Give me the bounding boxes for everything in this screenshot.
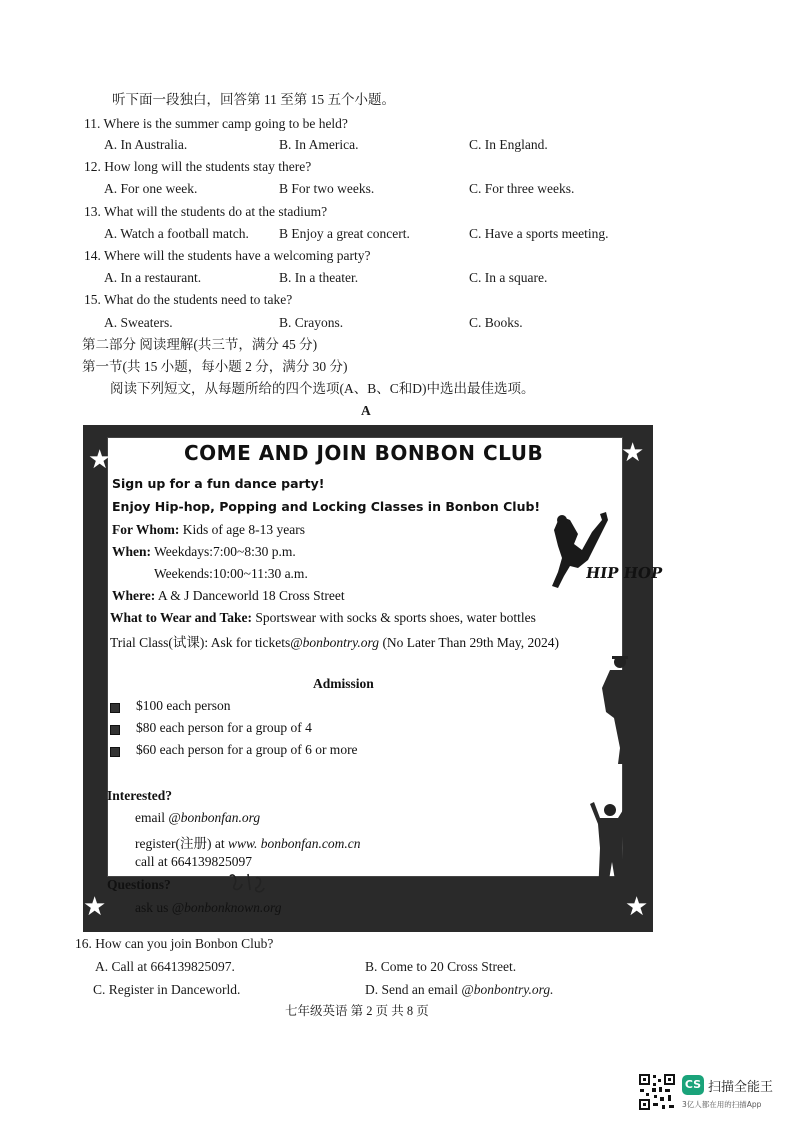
wear-label: What to Wear and Take: (110, 610, 253, 625)
ad-title: COME AND JOIN BONBON CLUB (184, 441, 544, 465)
option-15c: C. Books. (469, 315, 523, 330)
option-15b: B. Crayons. (279, 315, 344, 330)
option-16a: A. Call at 664139825097. (95, 959, 235, 974)
option-16c: C. Register in Danceworld. (93, 982, 241, 997)
email-address: @bonbonfan.org (168, 810, 261, 825)
question-13: 13. What will the students do at the stadium? (84, 204, 328, 219)
ad-when (112, 544, 296, 560)
question-14: 14. Where will the students have a welcoming party? (84, 248, 371, 263)
contact-email (135, 810, 260, 826)
register-url: www. bonbonfan.com.cn (227, 836, 361, 851)
bullet-icon (110, 703, 120, 713)
trial-prefix: Trial Class(试课): Ask for tickets (110, 635, 291, 650)
ad-tagline: Sign up for a fun dance party! (112, 476, 325, 491)
reading-instruction: 阅读下列短文，从每题所给的四个选项(A、B、C和D)中选出最佳选项。 (110, 381, 535, 396)
option-16d-email: @bonbontry.org. (461, 982, 554, 997)
question-16: 16. How can you join Bonbon Club? (75, 936, 274, 951)
option-16d (365, 982, 554, 998)
option-11b: B. In America. (279, 137, 359, 152)
admission-price-3: $60 each person for a group of 6 or more (136, 742, 358, 757)
trial-suffix: (No Later Than 29th May, 2024) (379, 635, 560, 650)
hiphop-logo-text: HIP HOP (584, 564, 664, 582)
wear-value: Sportswear with socks & sports shoes, water bottles (252, 610, 536, 625)
section1-heading: 第一节(共 15 小题，每小题 2 分，满分 30 分) (82, 359, 348, 374)
handwritten-scribble (226, 870, 270, 896)
ad-wear (110, 610, 536, 626)
ask-contact (135, 900, 282, 916)
when-label: When: (112, 544, 152, 559)
dancer-silhouette-icon (596, 652, 642, 766)
admission-price-1: $100 each person (136, 698, 231, 713)
trial-email: @bonbontry.org (290, 635, 380, 650)
when-weekdays: Weekdays:7:00~8:30 p.m. (151, 544, 296, 559)
questions-heading: Questions? (107, 877, 171, 892)
question-11: 11. Where is the summer camp going to be held? (84, 116, 348, 131)
passage-label: A (361, 403, 371, 418)
for-whom-label: For Whom: (112, 522, 180, 537)
for-whom-value: Kids of age 8-13 years (179, 522, 305, 537)
listening-intro: 听下面一段独白，回答第 11 至第 15 五个小题。 (112, 92, 395, 107)
option-12b: B For two weeks. (279, 181, 375, 196)
watermark-app-name: 扫描全能王 (708, 1080, 774, 1095)
register-prefix: register(注册) at (135, 836, 228, 851)
admission-title: Admission (313, 676, 374, 691)
star-icon: ★ (83, 892, 107, 922)
option-13a: A. Watch a football match. (104, 226, 249, 241)
part2-heading: 第二部分 阅读理解(共三节，满分 45 分) (82, 337, 318, 352)
star-icon: ★ (88, 445, 112, 475)
contact-phone: call at 664139825097 (135, 854, 252, 869)
option-11a: A. In Australia. (104, 137, 188, 152)
ask-prefix: ask us (135, 900, 172, 915)
option-16b: B. Come to 20 Cross Street. (365, 959, 517, 974)
dancer-silhouette-icon (588, 800, 634, 900)
where-label: Where: (112, 588, 156, 603)
option-12a: A. For one week. (104, 181, 198, 196)
ask-email: @bonbonknown.org (171, 900, 282, 915)
interested-heading: Interested? (107, 788, 172, 803)
watermark-tagline: 3亿人都在用的扫描App (682, 1100, 762, 1109)
contact-register (135, 832, 360, 852)
option-14b: B. In a theater. (279, 270, 359, 285)
page-footer: 七年级英语 第 2 页 共 8 页 (285, 1004, 429, 1018)
question-15: 15. What do the students need to take? (84, 292, 293, 307)
option-12c: C. For three weeks. (469, 181, 575, 196)
option-13c: C. Have a sports meeting. (469, 226, 609, 241)
option-14a: A. In a restaurant. (104, 270, 202, 285)
qr-code-icon (638, 1073, 676, 1111)
option-11c: C. In England. (469, 137, 548, 152)
ad-trial-class (110, 631, 559, 651)
option-14c: C. In a square. (469, 270, 548, 285)
question-12: 12. How long will the students stay there? (84, 159, 312, 174)
admission-price-2: $80 each person for a group of 4 (136, 720, 312, 735)
option-16d-prefix: D. Send an email (365, 982, 462, 997)
star-icon: ★ (621, 438, 645, 468)
option-15a: A. Sweaters. (104, 315, 173, 330)
ad-where (112, 588, 345, 604)
bullet-icon (110, 725, 120, 735)
option-13b: B Enjoy a great concert. (279, 226, 410, 241)
star-icon: ★ (625, 892, 649, 922)
when-weekends: Weekends:10:00~11:30 a.m. (154, 566, 308, 581)
ad-classes: Enjoy Hip-hop, Popping and Locking Classes in Bonbon Club! (112, 499, 541, 514)
camscanner-logo-icon: CS (682, 1075, 704, 1095)
where-value: A & J Danceworld 18 Cross Street (155, 588, 345, 603)
bullet-icon (110, 747, 120, 757)
ad-for-whom (112, 522, 305, 538)
email-prefix: email (135, 810, 169, 825)
